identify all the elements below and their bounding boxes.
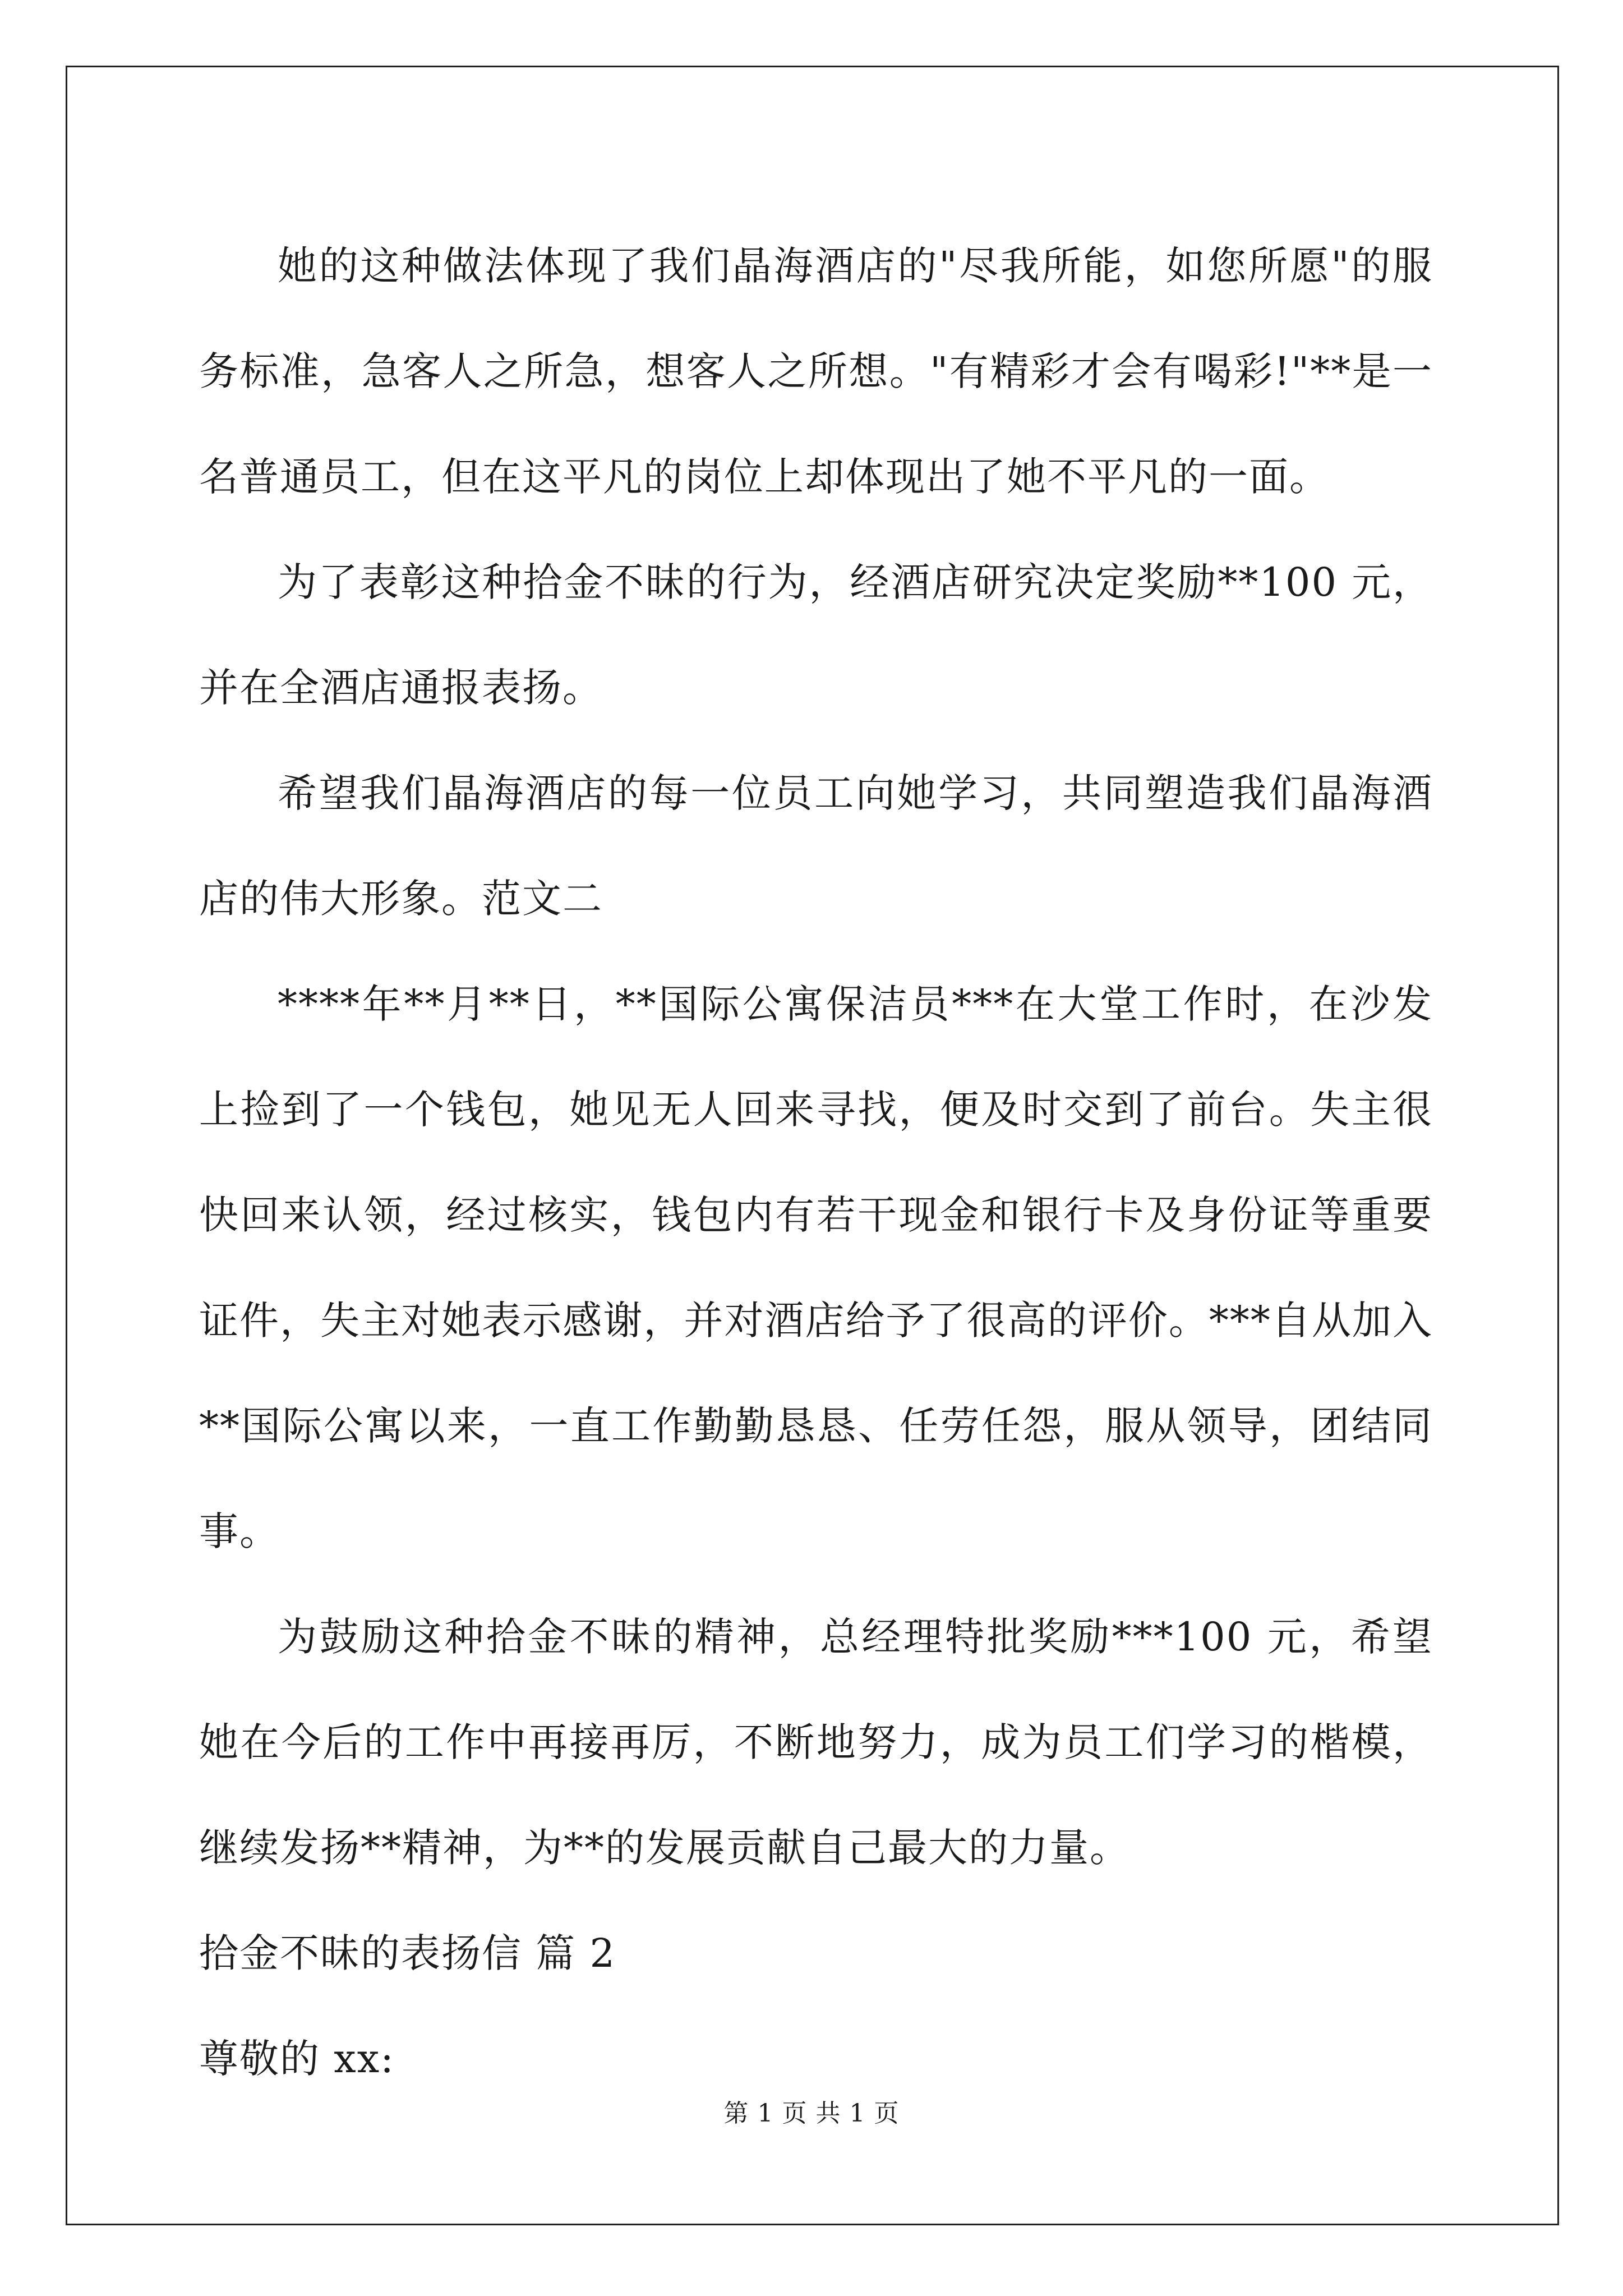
salutation: 尊敬的 xx: — [199, 2036, 395, 2082]
page-footer: 第 1 页 共 1 页 — [723, 2099, 900, 2128]
paragraph-5: 为鼓励这种拾金不昧的精神，总经理特批奖励***100 元，希望她在今后的工作中再接再厉，不断地努力，成为员工们学习的楷模，继续发扬**精神，为**的发展贡献自己最大的力量。 — [199, 1614, 1433, 1871]
section-heading: 拾金不昧的表扬信 篇 2 — [199, 1930, 616, 1976]
paragraph-3: 希望我们晶海酒店的每一位员工向她学习，共同塑造我们晶海酒店的伟大形象。范文二 — [199, 770, 1433, 922]
paragraph-4: ****年**月**日，**国际公寓保洁员***在大堂工作时，在沙发上捡到了一个钱包，她见无人回来寻找，便及时交到了前台。失主很快回来认领，经过核实，钱包内有若干现金和银行卡及身份证等重要证件，失主对她表示感谢，并对酒店给予了很高的评价。***自从加入**国际公寓以来，一直工作勤勤恳恳、任劳任怨，服从领导，团结同事。 — [199, 981, 1433, 1554]
paragraph-2: 为了表彰这种拾金不昧的行为，经酒店研究决定奖励**100 元，并在全酒店通报表扬。 — [199, 559, 1433, 711]
document-body — [199, 213, 1433, 2111]
paragraph-1: 她的这种做法体现了我们晶海酒店的"尽我所能，如您所愿"的服务标准，急客人之所急，想客人之所想。"有精彩才会有喝彩!"**是一名普通员工，但在这平凡的岗位上却体现出了她不平凡的一面。 — [199, 243, 1433, 500]
